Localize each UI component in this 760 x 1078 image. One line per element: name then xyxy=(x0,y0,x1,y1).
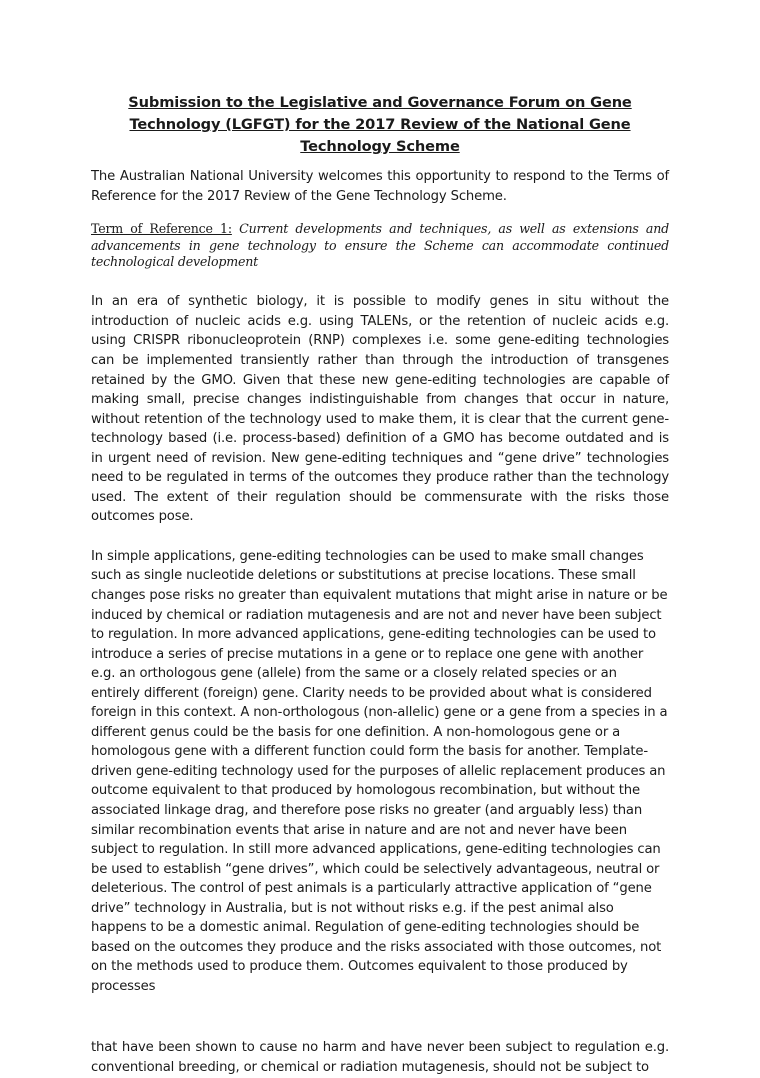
body-paragraph-2: In simple applications, gene-editing technologies can be used to make small changes such as single nucleotide deletions or substitutions at precise locations. These small changes pose risks no greater than equivalent mutations that might arise in nature or be induced by chemical or radiation mutagenesis and are not and never have been subject to regulation. In more advanced applications, gene-editing technologies can be used to introduce a series of precise mutations in a gene or to replace one gene with another e.g. an orthologous gene (allele) from the same or a closely related species or an entirely different (foreign) gene. Clarity needs to be provided about what is considered foreign in this context. A non-orthologous (non-allelic) gene or a gene from a species in a different genus could be the basis for one definition. A non-homologous gene or a homologous gene with a different function could form the basis for another. Template-driven gene-editing technology used for the purposes of allelic replacement produces an outcome equivalent to that produced by homologous recombination, but without the associated linkage drag, and therefore pose risks no greater (and arguably less) than similar recombination events that arise in nature and are not and never have been subject to regulation. In still more advanced applications, gene-editing technologies can be used to establish “gene drives”, which could be selectively advantageous, neutral or deleterious. The control of pest animals is a particularly attractive application of “gene drive” technology in Australia, but is not without risks e.g. if the pest animal also happens to be a domestic animal. Regulation of gene-editing technologies should be based on the outcomes they produce and the risks associated with those outcomes, not on the methods used to produce them. Outcomes equivalent to those produced by processes xyxy=(91,548,668,994)
intro-paragraph: The Australian National University welcomes this opportunity to respond to the Terms of Reference for the 2017 Review of the Gene Technology Scheme. xyxy=(91,169,669,204)
term-of-reference-label: Term of Reference 1: xyxy=(91,221,232,237)
continuation-paragraph: that have been shown to cause no harm and have never been subject to regulation e.g. conventional breeding, or chemical or radiation mutagenesis, should not be subject to xyxy=(91,1040,669,1075)
document-page xyxy=(91,92,669,1078)
term-of-reference xyxy=(91,221,669,270)
body-paragraph-1: In an era of synthetic biology, it is possible to modify genes in situ without the introduction of nucleic acids e.g. using TALENs, or the retention of nucleic acids e.g. using CRISPR ribonucleoprotein (RNP) complexes i.e. some gene-editing technologies can be implemented transiently rather than through the introduction of transgenes retained by the GMO. Given that these new gene-editing technologies are capable of making small, precise changes indistinguishable from changes that occur in nature, without retention of the technology used to make them, it is clear that the current gene-technology based (i.e. process-based) definition of a GMO has become outdated and is in urgent need of revision. New gene-editing techniques and “gene drive” technologies need to be regulated in terms of the outcomes they produce rather than the technology used. The extent of their regulation should be commensurate with the risks those outcomes pose. xyxy=(91,294,669,525)
term-of-reference-text: Current developments and techniques, as well as extensions and advancements in gene technology to ensure the Scheme can accommodate continued technological development xyxy=(91,221,669,269)
document-title: Submission to the Legislative and Governance Forum on Gene Technology (LGFGT) for the 2017 Review of the National Gene Technology Scheme xyxy=(128,94,632,155)
